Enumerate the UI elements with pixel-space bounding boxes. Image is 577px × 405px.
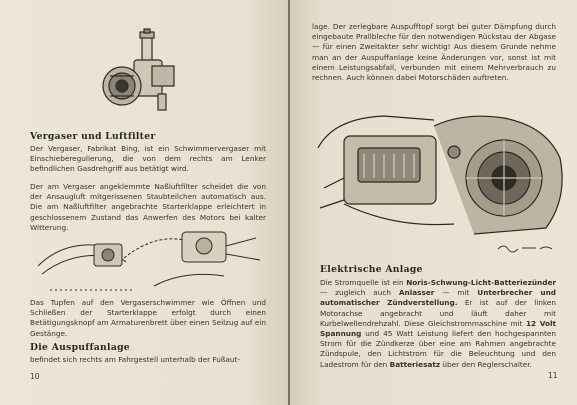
text-stromquelle: Die Stromquelle ist ein <box>320 278 407 287</box>
paragraph-vergaser: Der Vergaser, Fabrikat Bing, ist ein Schwimmervergaser mit Einschieberegulierung, die von dem rechts am Lenker befindlichen Gasdrehgriff aus betätigt wird. <box>30 144 266 174</box>
generator-illustration <box>314 108 570 242</box>
text-zugleich: — zugleich auch <box>320 288 399 298</box>
left-page <box>0 0 288 405</box>
text-45-watt: und 45 Watt Leistung liefert den hochgespannten Strom für die Zündkerze über eine am Rahmen angebrachte Zündspule, den Lichtstrom für die Beleuchtung und den Ladestrom für den <box>320 329 556 369</box>
paragraph-auspuff-start: befindet sich rechts am Fahrgestell unterhalb der Fußaut- <box>30 355 241 364</box>
paragraph-luftfilter: Der am Vergaser angeklemmte Naßluftfilter scheidet die von der Ansaugluft mitgerissenen Staubteilchen automatisch aus. Die am Naßluftfilter angebrachte Starterklappe erleichtert in geschlossenem Zustand das Anwerfen des Motors bei kalter Witterung. <box>30 182 266 232</box>
page-number-left: 10 <box>30 372 40 381</box>
heading-elektrische-anlage: Elektrische Anlage <box>320 264 423 275</box>
carburetor-illustration <box>100 28 192 120</box>
text-unterbrecher: Unterbrecher und automatischer Zündverstellung. <box>320 288 556 308</box>
starter-linkage-illustration <box>34 226 266 294</box>
paragraph-elektrische-anlage <box>320 278 556 370</box>
text-batteriesatz: Batteriesatz <box>389 359 441 369</box>
text-reglerschalter: über den Reglerschalter. <box>440 359 532 369</box>
text-noris-zuender: Noris-Schwung-Licht-Batteriezünder <box>406 278 556 287</box>
text-anlasser: Anlasser <box>398 288 435 298</box>
signature-mark <box>496 243 556 253</box>
heading-vergaser: Vergaser und Luftfilter <box>30 131 156 142</box>
paragraph-auspuff-continued: lage. Der zerlegbare Auspufftopf sorgt bei guter Dämpfung durch eingebaute Prallbleche für den notwendigen Rückstau der Abgase — für einen Zweitakter sehr wichtig! Aus diesem Grunde nehme man an der Auspuffanlage keine Änderungen vor, sonst ist mit einem Leistungsabfall, verbunden mit einem Mehrverbrauch zu rechnen. Auch können dabei Motorschäden auftreten. <box>312 22 556 83</box>
page-number-right: 11 <box>548 371 558 380</box>
heading-auspuffanlage: Die Auspuffanlage <box>30 342 130 353</box>
text-mit: — mit <box>434 288 478 298</box>
text-motorachse: Er ist auf der linken Motorachse angebracht und läuft daher mit Kurbelwellendrehzahl. Diese Gleichstrommaschine mit <box>320 298 556 328</box>
watermark-left: ​ <box>88 250 92 304</box>
paragraph-tupfen: Das Tupfen auf den Vergaserschwimmer wie Öffnen und Schließen der Starterklappe erfolgt durch einen Betätigungsknopf am Armaturenbrett über einen Seilzug auf ein Gestänge. <box>30 298 266 338</box>
right-page <box>290 0 577 405</box>
text-12-volt: 12 Volt Spannung <box>320 318 557 339</box>
